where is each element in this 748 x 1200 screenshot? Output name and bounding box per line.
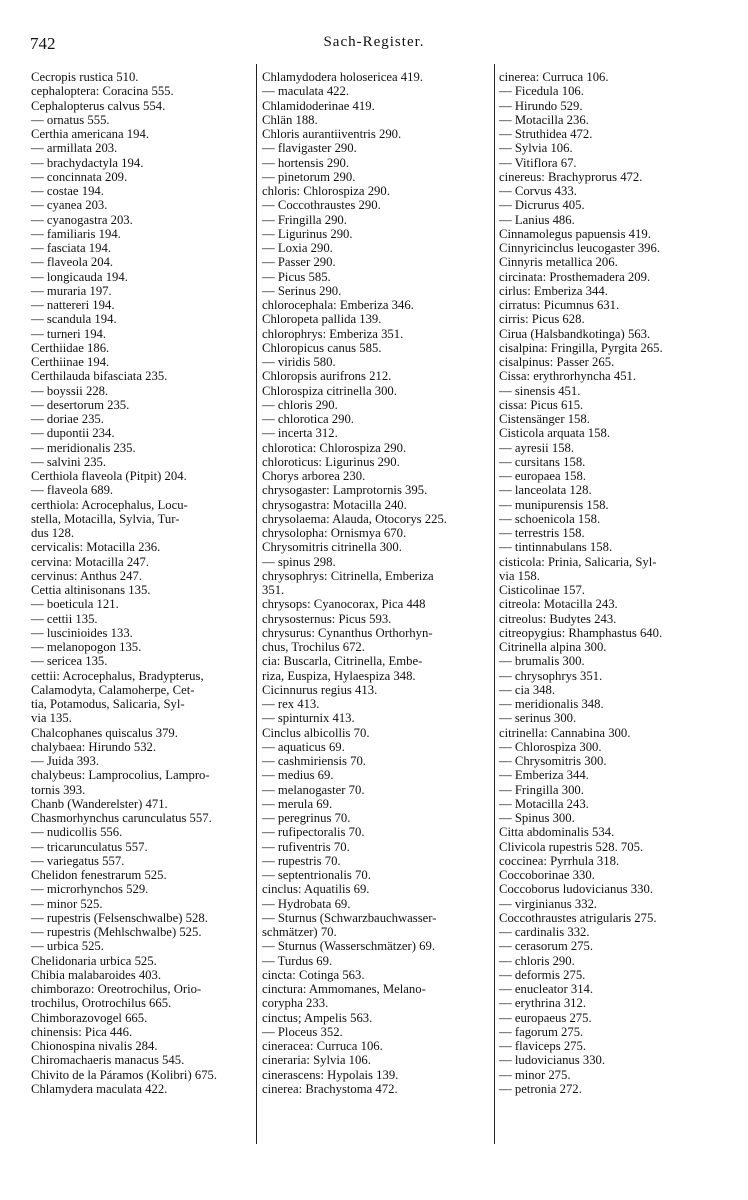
index-entry: Chiromachaeris manacus 545. (31, 1053, 185, 1068)
index-entry: Cissa: erythrorhyncha 451. (499, 369, 637, 384)
index-entry: chlorophrys: Emberiza 351. (262, 326, 404, 341)
index-entry: Cinnamolegus papuensis 419. (499, 226, 651, 241)
index-entry: — hortensis 290. (262, 155, 350, 170)
index-entry: cervicalis: Motacilla 236. (31, 540, 161, 555)
index-entry: — Chrysomitris 300. (499, 754, 607, 768)
index-entry: — flaveola 689. (31, 483, 114, 498)
index-entry: — schoenicola 158. (499, 511, 601, 526)
index-entry: dus 128. (31, 526, 74, 540)
index-entry: — flavigaster 290. (262, 141, 357, 156)
index-entry: — chrysophrys 351. (499, 668, 603, 683)
index-entry: chrysolopha: Ornismya 670. (262, 526, 407, 540)
index-entry: — spinturnix 413. (262, 711, 355, 726)
index-entry: — rufipectoralis 70. (262, 825, 365, 840)
index-entry: chrysogaster: Lamprotornis 395. (262, 483, 428, 498)
index-entry: Cinclus albicollis 70. (262, 725, 370, 740)
index-entry: — erythrina 312. (499, 996, 587, 1011)
index-entry: Chalcophanes quiscalus 379. (31, 725, 178, 740)
index-entry: — costae 194. (31, 184, 104, 198)
index-entry: — brachydactyla 194. (31, 155, 144, 170)
running-title: Sach-Register. (323, 34, 425, 50)
index-entry: chloroticus: Ligurinus 290. (262, 454, 400, 469)
index-entry: Cinnyricinclus leucogaster 396. (499, 241, 661, 255)
index-entry: — microrhynchos 529. (31, 882, 149, 897)
page-header (0, 30, 748, 56)
index-entry: cinclus: Aquatilis 69. (262, 882, 370, 897)
index-entry: — serinus 300. (499, 711, 577, 726)
index-entry: — Lanius 486. (499, 212, 575, 227)
index-entry: cineraria: Sylvia 106. (262, 1053, 371, 1068)
index-entry: citreopygius: Rhamphastus 640. (499, 625, 663, 640)
index-entry: — aquaticus 69. (262, 739, 345, 754)
index-entry: chlorocephala: Emberiza 346. (262, 298, 414, 312)
index-entry: cettii: Acrocephalus, Bradypterus, (31, 668, 204, 683)
index-entry: — munipurensis 158. (499, 497, 609, 512)
index-entry: Cisticola arquata 158. (499, 426, 610, 441)
index-entry: Chlorospiza citrinella 300. (262, 383, 397, 398)
page-number: 742 (30, 34, 56, 53)
index-entry: Citta abdominalis 534. (499, 825, 615, 840)
index-entry: — Motacilla 243. (499, 796, 589, 811)
index-entry: via 158. (499, 568, 540, 583)
index-entry: — lanceolata 128. (499, 483, 592, 498)
index-entry: — familiaris 194. (31, 226, 121, 241)
index-entry: — fagorum 275. (499, 1024, 584, 1039)
index-entry: Chloropeta pallida 139. (262, 312, 382, 327)
index-entry: Chasmorhynchus carunculatus 557. (31, 811, 212, 825)
index-entry: cisalpinus: Passer 265. (499, 355, 615, 369)
index-entry: cinctura: Ammomanes, Melano- (262, 982, 426, 996)
index-entry: — cerasorum 275. (499, 939, 594, 954)
index-entry: — rupestris 70. (262, 853, 341, 868)
index-entry: — meridionalis 235. (31, 440, 136, 455)
index-entry: Chimborazovogel 665. (31, 1010, 148, 1025)
index-entry: Cecropis rustica 510. (31, 70, 139, 84)
index-entry: chrysurus: Cynanthus Orthorhyn- (262, 625, 433, 640)
index-entry: cinctus; Ampelis 563. (262, 1010, 373, 1025)
index-entry: — luscinioides 133. (31, 625, 133, 640)
index-entry: — maculata 422. (262, 84, 350, 99)
index-entry: — flaveola 204. (31, 255, 114, 270)
index-entry: — virginianus 332. (499, 896, 598, 911)
index-entry: — Serinus 290. (262, 283, 342, 298)
index-entry: — Corvus 433. (499, 184, 577, 198)
index-entry: cineracea: Curruca 106. (262, 1039, 383, 1053)
index-entry: — cyanea 203. (31, 198, 108, 213)
index-entry: — Juida 393. (31, 754, 100, 768)
index-entry: chrysogastra: Motacilla 240. (262, 497, 407, 512)
index-entry: — Motacilla 236. (499, 112, 589, 127)
index-entry: — rupestris (Mehlschwalbe) 525. (31, 925, 202, 939)
index-entry: chlorotica: Chlorospiza 290. (262, 440, 407, 455)
index-entry: Citrinella alpina 300. (499, 640, 607, 654)
index-entry: — europaea 158. (499, 469, 587, 483)
index-entry: Chlamydodera holosericea 419. (262, 70, 424, 84)
index-entry: cinereus: Brachyprorus 472. (499, 169, 643, 184)
index-entry: — rupestris (Felsenschwalbe) 528. (31, 910, 208, 925)
index-entry: — boeticula 121. (31, 597, 119, 612)
index-entry: cervina: Motacilla 247. (31, 554, 150, 569)
index-entry: stella, Motacilla, Sylvia, Tur- (31, 511, 180, 526)
index-entry: cisticola: Prinia, Salicaria, Syl- (499, 554, 657, 569)
index-entry: Chibia malabaroides 403. (31, 967, 162, 982)
index-entry: — cashmiriensis 70. (262, 754, 366, 768)
index-entry: — europaeus 275. (499, 1010, 592, 1025)
index-entry: Chivito de la Páramos (Kolibri) 675. (31, 1067, 218, 1082)
index-entry: — petronia 272. (499, 1081, 582, 1096)
index-entry: — Sylvia 106. (499, 141, 573, 156)
index-entry: chrysolaema: Alauda, Otocorys 225. (262, 511, 447, 526)
index-entry: Chelidon fenestrarum 525. (31, 868, 167, 882)
index-entry: Certhiinae 194. (31, 355, 110, 369)
index-entry: — Loxia 290. (262, 241, 333, 255)
index-entry: — pinetorum 290. (262, 169, 356, 184)
index-entry: Chlamydera maculata 422. (31, 1081, 168, 1096)
index-entry: — Hirundo 529. (499, 98, 583, 113)
column-divider (494, 64, 495, 1144)
index-entry: cia: Buscarla, Citrinella, Embe- (262, 654, 423, 669)
index-entry: schmätzer) 70. (262, 925, 337, 939)
index-entry: — deformis 275. (499, 967, 586, 982)
index-entry: Chrysomitris citrinella 300. (262, 540, 402, 555)
index-entry: Certhilauda bifasciata 235. (31, 369, 168, 384)
index-entry: — Hydrobata 69. (262, 896, 351, 911)
index-column-2 (262, 70, 492, 1096)
index-entry: — rufiventris 70. (262, 839, 350, 854)
index-entry: citrinella: Cannabina 300. (499, 725, 631, 740)
index-entry: — Picus 585. (262, 269, 331, 284)
index-entry: — dupontii 234. (31, 426, 115, 441)
index-entry: — incerta 312. (262, 426, 338, 441)
index-entry: Chlamidoderinae 419. (262, 98, 375, 113)
index-entry: — melanogaster 70. (262, 782, 365, 797)
index-entry: Chloropicus canus 585. (262, 340, 382, 355)
index-entry: — cia 348. (499, 682, 556, 697)
index-entry: — ludovicianus 330. (499, 1053, 606, 1068)
index-entry: — Sturnus (Schwarzbauchwasser- (262, 910, 437, 925)
index-entry: chimborazo: Oreotrochilus, Orio- (31, 982, 202, 996)
index-entry: — longicauda 194. (31, 269, 128, 284)
index-column-3 (499, 70, 735, 1096)
index-entry: Chanb (Wanderelster) 471. (31, 796, 168, 811)
index-entry: tornis 393. (31, 782, 86, 797)
index-entry: citreola: Motacilla 243. (499, 597, 618, 612)
index-entry: cirratus: Picumnus 631. (499, 298, 620, 312)
index-entry: — Dicrurus 405. (499, 198, 585, 213)
index-entry: — urbica 525. (31, 939, 104, 954)
index-entry: — scandula 194. (31, 312, 117, 327)
index-entry: — muraria 197. (31, 283, 112, 298)
index-entry: Chorys arborea 230. (262, 469, 366, 483)
index-entry: — ornatus 555. (31, 112, 110, 127)
index-entry: Chloropsis aurifrons 212. (262, 369, 392, 384)
index-entry: cinerea: Curruca 106. (499, 70, 609, 84)
index-entry: — viridis 580. (262, 355, 336, 369)
index-entry: circinata: Prosthemadera 209. (499, 269, 651, 284)
index-entry: — Struthidea 472. (499, 127, 593, 141)
index-entry: — merula 69. (262, 796, 333, 811)
index-column-1 (31, 70, 259, 1096)
index-entry: cervinus: Anthus 247. (31, 568, 143, 583)
index-entry: — variegatus 557. (31, 853, 125, 868)
index-entry: — Turdus 69. (262, 953, 333, 968)
index-entry: — sinensis 451. (499, 383, 581, 398)
index-entry: — Spinus 300. (499, 811, 575, 825)
index-entry: — Coccothraustes 290. (262, 198, 381, 213)
index-entry: chalybeus: Lamprocolius, Lampro- (31, 768, 210, 783)
index-entry: — peregrinus 70. (262, 811, 351, 825)
index-entry: — meridionalis 348. (499, 697, 604, 711)
index-entry: chinensis: Pica 446. (31, 1024, 133, 1039)
index-entry: — minor 275. (499, 1067, 571, 1082)
index-entry: — tintinnabulans 158. (499, 540, 613, 555)
index-entry: chrysophrys: Citrinella, Emberiza (262, 568, 434, 583)
index-entry: — flaviceps 275. (499, 1039, 587, 1053)
index-entry: — cursitans 158. (499, 454, 586, 469)
index-entry: Cicinnurus regius 413. (262, 682, 378, 697)
index-entry: cinerea: Brachystoma 472. (262, 1081, 398, 1096)
index-entry: Certhiidae 186. (31, 340, 110, 355)
index-entry: — Sturnus (Wasserschmätzer) 69. (262, 939, 436, 954)
index-entry: — chlorotica 290. (262, 412, 354, 426)
index-entry: — Emberiza 344. (499, 768, 589, 783)
index-entry: — Chlorospiza 300. (499, 739, 602, 754)
index-entry: riza, Euspiza, Hylaespiza 348. (262, 668, 416, 683)
index-entry: — Fringilla 300. (499, 782, 584, 797)
index-entry: — desertorum 235. (31, 397, 130, 412)
index-entry: — chloris 290. (499, 953, 575, 968)
index-entry: — minor 525. (31, 896, 103, 911)
index-entry: — melanopogon 135. (31, 640, 142, 654)
index-entry: cincta: Cotinga 563. (262, 967, 365, 982)
index-entry: — salvini 235. (31, 454, 107, 469)
index-entry: — doriae 235. (31, 412, 104, 426)
index-entry: — concinnata 209. (31, 169, 128, 184)
index-entry: — armillata 203. (31, 141, 118, 156)
index-entry: — Ligurinus 290. (262, 226, 353, 241)
index-entry: corypha 233. (262, 996, 329, 1011)
index-entry: — Passer 290. (262, 255, 336, 270)
index-entry: chus, Trochilus 672. (262, 640, 365, 654)
index-entry: Certhiola flaveola (Pitpit) 204. (31, 469, 187, 483)
index-entry: — medius 69. (262, 768, 334, 783)
index-entry: — cyanogastra 203. (31, 212, 133, 227)
index-entry: trochilus, Orotrochilus 665. (31, 996, 172, 1011)
index-entry: coccinea: Pyrrhula 318. (499, 853, 620, 868)
index-entry: chrysosternus: Picus 593. (262, 611, 392, 626)
index-entry: cephaloptera: Coracina 555. (31, 84, 174, 99)
index-entry: cisalpina: Fringilla, Pyrgita 265. (499, 340, 663, 355)
index-entry: Certhia americana 194. (31, 127, 150, 141)
index-entry: 351. (262, 583, 285, 597)
index-entry: chrysops: Cyanocorax, Pica 448 (262, 597, 426, 612)
index-entry: Clivicola rupestris 528. 705. (499, 839, 644, 854)
index-entry: — ayresii 158. (499, 440, 575, 455)
index-entry: chloris: Chlorospiza 290. (262, 184, 390, 198)
index-entry: citreolus: Budytes 243. (499, 611, 617, 626)
index-entry: Chloris aurantiiventris 290. (262, 127, 402, 141)
index-entry: — terrestris 158. (499, 526, 585, 540)
index-entry: — enucleator 314. (499, 982, 594, 996)
index-entry: — tricarunculatus 557. (31, 839, 148, 854)
index-entry: — cardinalis 332. (499, 925, 590, 939)
index-entry: — nudicollis 556. (31, 825, 123, 840)
index-entry: cirris: Picus 628. (499, 312, 585, 327)
index-entry: — fasciata 194. (31, 241, 111, 255)
index-entry: Coccoborinae 330. (499, 868, 595, 882)
index-entry: Coccoborus ludovicianus 330. (499, 882, 653, 897)
index-entry: — septentrionalis 70. (262, 868, 371, 882)
index-entry: via 135. (31, 711, 72, 726)
index-entry: tia, Potamodus, Salicaria, Syl- (31, 697, 185, 711)
index-entry: Cinnyris metallica 206. (499, 255, 618, 270)
index-entry: Calamodyta, Calamoherpe, Cet- (31, 682, 195, 697)
index-entry: Cistensänger 158. (499, 412, 590, 426)
index-entry: Cephalopterus calvus 554. (31, 98, 166, 113)
index-entry: — sericea 135. (31, 654, 108, 669)
index-entry: Cirua (Halsbandkotinga) 563. (499, 326, 651, 341)
index-entry: — turneri 194. (31, 326, 107, 341)
index-entry: — spinus 298. (262, 554, 336, 569)
index-entry: cirlus: Emberiza 344. (499, 283, 608, 298)
index-entry: — Vitiflora 67. (499, 155, 577, 170)
index-entry: Chelidonaria urbica 525. (31, 953, 157, 968)
index-entry: — boyssii 228. (31, 383, 109, 398)
index-entry: Chionospina nivalis 284. (31, 1039, 158, 1053)
index-entry: certhiola: Acrocephalus, Locu- (31, 497, 188, 512)
index-entry: Chlän 188. (262, 112, 318, 127)
index-entry: — brumalis 300. (499, 654, 585, 669)
index-entry: — chloris 290. (262, 397, 338, 412)
index-entry: Cettia altinisonans 135. (31, 583, 151, 597)
index-entry: — cettii 135. (31, 611, 98, 626)
index-entry: Cisticolinae 157. (499, 583, 585, 597)
index-entry: — rex 413. (262, 697, 320, 711)
index-entry: — nattereri 194. (31, 298, 115, 312)
index-entry: — Ploceus 352. (262, 1024, 343, 1039)
index-entry: Coccothraustes atrigularis 275. (499, 910, 657, 925)
index-entry: cissa: Picus 615. (499, 397, 584, 412)
index-entry: cinerascens: Hypolais 139. (262, 1067, 399, 1082)
index-entry: chalybaea: Hirundo 532. (31, 739, 157, 754)
index-entry: — Fringilla 290. (262, 212, 347, 227)
index-entry: — Ficedula 106. (499, 84, 584, 99)
